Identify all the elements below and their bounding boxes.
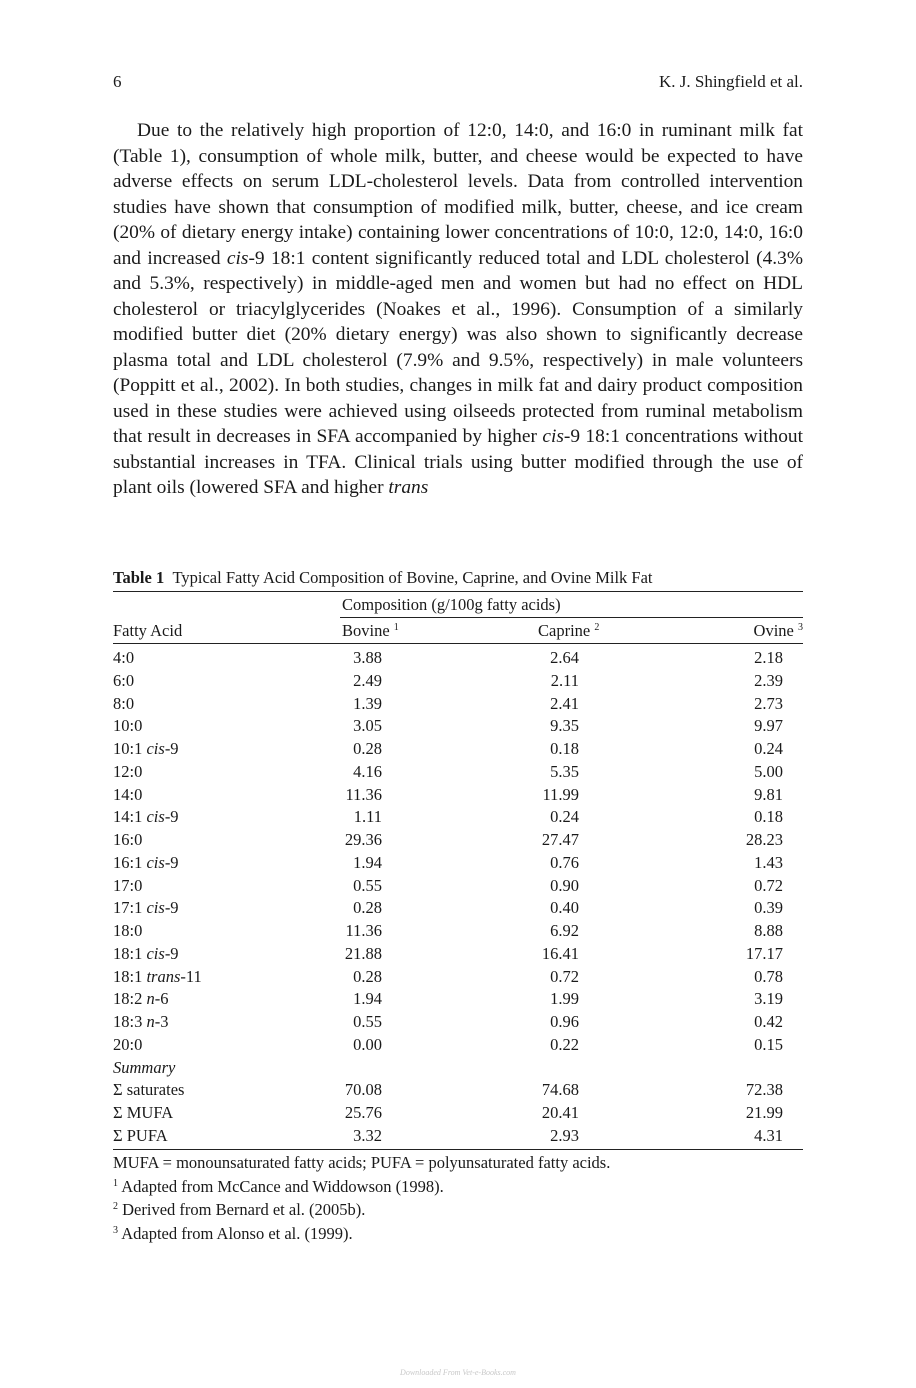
table-row bbox=[113, 989, 803, 1012]
cell-ovine: 4.31 bbox=[754, 1125, 783, 1145]
cell-bovine: 1.94 bbox=[353, 989, 382, 1009]
cell-ovine: 1.43 bbox=[754, 852, 783, 872]
cell-ovine: 0.72 bbox=[754, 875, 783, 895]
cell-fatty-acid: Σ PUFA bbox=[113, 1125, 168, 1145]
footnote-3: $^3$ Adapted from Alonso et al. (1999). bbox=[113, 1223, 353, 1243]
cell-fatty-acid: Σ MUFA bbox=[113, 1103, 174, 1122]
table-row bbox=[113, 671, 803, 694]
cell-ovine: 2.18 bbox=[754, 648, 783, 667]
paragraph-text: -9 18:1 concentrations without substantial increases in TFA. Clinical trials using butter modified through the use of plant oils (lowered SFA and higher bbox=[113, 426, 803, 498]
cell-bovine: 1.39 bbox=[353, 693, 382, 713]
cell-bovine: 0.28 bbox=[353, 739, 382, 758]
cell-fatty-acid: 10:0 bbox=[113, 716, 143, 736]
cell-ovine: 0.24 bbox=[754, 739, 783, 758]
cell-fatty-acid: 18:0 bbox=[113, 921, 143, 940]
cell-caprine: 0.18 bbox=[550, 739, 579, 758]
cell-caprine: 16.41 bbox=[541, 943, 579, 963]
italic-term: trans bbox=[388, 477, 429, 498]
cell-bovine: 0.55 bbox=[353, 1012, 382, 1031]
table-footnotes bbox=[113, 1153, 803, 1244]
table-row bbox=[113, 1103, 803, 1126]
cell-caprine: 0.24 bbox=[550, 807, 579, 827]
italic-term: cis bbox=[226, 247, 249, 269]
cell-ovine: 9.81 bbox=[754, 784, 783, 804]
cell-fatty-acid: 14:1 cis-9 bbox=[113, 807, 179, 827]
cell-fatty-acid: 16:0 bbox=[113, 830, 143, 849]
table-top-rule bbox=[113, 591, 803, 592]
paragraph-text: Due to the relatively high proportion of 12:0, 14:0, and 16:0 in ruminant milk fat (Table 1), consumption of whole milk, butter, and cheese would be expected to have adverse effects on serum LDL-cholesterol levels. Data from controlled intervention studies have shown that consumption of modified milk, butter, cheese, and ice cream (20% of dietary energy intake) containing lower concentrations of 10:0, 12:0, 14:0, 16:0 and increased bbox=[113, 120, 803, 269]
cell-fatty-acid: 12:0 bbox=[113, 761, 143, 781]
cell-ovine: 3.19 bbox=[754, 989, 783, 1009]
cell-caprine: 0.76 bbox=[550, 852, 579, 872]
cell-ovine: 2.73 bbox=[754, 693, 783, 713]
cell-fatty-acid: 18:2 n-6 bbox=[113, 989, 169, 1009]
cell-fatty-acid: 18:1 cis-9 bbox=[113, 943, 179, 963]
cell-fatty-acid: Summary bbox=[113, 1057, 176, 1077]
cell-ovine: 17.17 bbox=[745, 943, 783, 963]
cell-bovine: 1.11 bbox=[353, 807, 382, 827]
cell-caprine: 2.11 bbox=[550, 670, 579, 690]
cell-bovine: 11.36 bbox=[345, 921, 382, 940]
cell-ovine: 0.18 bbox=[754, 807, 783, 827]
table-row bbox=[113, 1058, 803, 1081]
cell-bovine: 0.28 bbox=[353, 966, 382, 986]
cell-caprine: 2.64 bbox=[550, 648, 579, 667]
footnote-abbrev: MUFA = monounsaturated fatty acids; PUFA = polyunsaturated fatty acids. bbox=[113, 1153, 611, 1172]
page-number: 6 bbox=[113, 72, 122, 91]
table-row bbox=[113, 762, 803, 785]
cell-caprine: 9.35 bbox=[550, 716, 579, 736]
table-row bbox=[113, 944, 803, 967]
cell-bovine: 11.36 bbox=[345, 784, 382, 804]
table-row bbox=[113, 648, 803, 671]
cell-caprine: 2.93 bbox=[550, 1125, 579, 1145]
cell-fatty-acid: 14:0 bbox=[113, 784, 143, 804]
table-row bbox=[113, 1035, 803, 1058]
cell-ovine: 9.97 bbox=[754, 716, 783, 736]
table-row bbox=[113, 785, 803, 808]
cell-caprine: 0.96 bbox=[550, 1012, 579, 1031]
table-group-rule bbox=[340, 617, 803, 618]
table-row bbox=[113, 853, 803, 876]
cell-fatty-acid: 20:0 bbox=[113, 1034, 143, 1054]
col-header-bovine: Bovine $^1$ bbox=[342, 621, 399, 640]
cell-bovine: 0.00 bbox=[353, 1034, 382, 1054]
cell-ovine: 21.99 bbox=[745, 1103, 783, 1122]
cell-fatty-acid: 8:0 bbox=[113, 693, 135, 713]
cell-fatty-acid: 4:0 bbox=[113, 648, 135, 667]
col-header-ovine: Ovine $^3$ bbox=[753, 621, 803, 640]
cell-fatty-acid: Σ saturates bbox=[113, 1080, 185, 1100]
table-row bbox=[113, 876, 803, 899]
cell-bovine: 70.08 bbox=[344, 1080, 382, 1100]
italic-term: cis bbox=[542, 426, 564, 447]
cell-ovine: 0.78 bbox=[754, 966, 783, 986]
cell-bovine: 25.76 bbox=[344, 1103, 382, 1122]
table-row bbox=[113, 1012, 803, 1035]
table-row bbox=[113, 1126, 803, 1149]
table-title: Typical Fatty Acid Composition of Bovine, Caprine, and Ovine Milk Fat bbox=[172, 568, 653, 587]
cell-caprine: 0.40 bbox=[550, 898, 579, 918]
table-row bbox=[113, 1080, 803, 1103]
cell-ovine: 2.39 bbox=[754, 670, 783, 690]
cell-bovine: 2.49 bbox=[353, 670, 382, 690]
table-bottom-rule bbox=[113, 1149, 803, 1150]
table-label: Table 1 bbox=[113, 568, 165, 587]
cell-caprine: 0.22 bbox=[550, 1034, 579, 1054]
cell-bovine: 0.28 bbox=[353, 898, 382, 918]
cell-fatty-acid: 18:3 n-3 bbox=[113, 1012, 169, 1031]
cell-bovine: 21.88 bbox=[344, 943, 382, 963]
cell-bovine: 3.05 bbox=[353, 716, 382, 736]
table-row bbox=[113, 739, 803, 762]
table-row bbox=[113, 807, 803, 830]
cell-bovine: 1.94 bbox=[353, 852, 382, 872]
cell-caprine: 6.92 bbox=[550, 921, 579, 940]
cell-caprine: 0.72 bbox=[550, 966, 579, 986]
cell-fatty-acid: 17:0 bbox=[113, 875, 143, 895]
footnote-1: $^1$ Adapted from McCance and Widdowson (1998). bbox=[113, 1176, 444, 1196]
footnote-2: $^2$ Derived from Bernard et al. (2005b). bbox=[113, 1200, 366, 1219]
table-row bbox=[113, 694, 803, 717]
cell-ovine: 0.42 bbox=[754, 1012, 783, 1031]
table-row bbox=[113, 921, 803, 944]
cell-bovine: 4.16 bbox=[353, 761, 382, 781]
col-header-caprine: Caprine $^2$ bbox=[538, 621, 600, 640]
cell-fatty-acid: 16:1 cis-9 bbox=[113, 852, 179, 872]
running-head: K. J. Shingfield et al. bbox=[658, 72, 803, 91]
cell-caprine: 5.35 bbox=[550, 761, 579, 781]
cell-fatty-acid: 10:1 cis-9 bbox=[113, 739, 179, 758]
cell-caprine: 20.41 bbox=[541, 1103, 579, 1122]
table-header-rule bbox=[113, 643, 803, 644]
table-group-header: Composition (g/100g fatty acids) bbox=[342, 595, 561, 614]
cell-fatty-acid: 18:1 trans-11 bbox=[113, 966, 202, 986]
cell-caprine: 74.68 bbox=[541, 1080, 579, 1100]
cell-caprine: 27.47 bbox=[541, 830, 579, 849]
cell-caprine: 0.90 bbox=[550, 875, 579, 895]
cell-caprine: 2.41 bbox=[550, 693, 579, 713]
table-row bbox=[113, 967, 803, 990]
body-paragraph bbox=[113, 118, 803, 501]
table-row bbox=[113, 716, 803, 739]
cell-ovine: 5.00 bbox=[754, 761, 783, 781]
cell-fatty-acid: 6:0 bbox=[113, 670, 135, 690]
cell-bovine: 3.88 bbox=[353, 648, 382, 667]
cell-bovine: 3.32 bbox=[353, 1125, 382, 1145]
table-row bbox=[113, 830, 803, 853]
cell-bovine: 0.55 bbox=[353, 875, 382, 895]
table-row bbox=[113, 898, 803, 921]
table-caption bbox=[113, 568, 653, 588]
cell-ovine: 8.88 bbox=[754, 921, 783, 940]
cell-ovine: 72.38 bbox=[745, 1080, 783, 1100]
paragraph-text: -9 18:1 content significantly reduced total and LDL cholesterol (4.3% and 5.3%, respectively) in middle-aged men and women but had no effect on HDL cholesterol or triacylglycerides (Noakes et al., 1996). Consumption of a similarly modified butter diet (20% dietary energy) was also shown to significantly decrease plasma total and LDL cholesterol (7.9% and 9.5%, respectively) in male volunteers (Poppitt et al., 2002). In both studies, changes in milk fat and dairy product composition used in these studies were achieved using oilseeds protected from ruminal metabolism that result in decreases in SFA accompanied by higher bbox=[113, 247, 803, 447]
col-header-fatty-acid: Fatty Acid bbox=[113, 621, 183, 640]
cell-ovine: 0.39 bbox=[754, 898, 783, 918]
cell-ovine: 0.15 bbox=[754, 1034, 783, 1054]
cell-bovine: 29.36 bbox=[344, 830, 382, 849]
cell-ovine: 28.23 bbox=[745, 830, 783, 849]
cell-fatty-acid: 17:1 cis-9 bbox=[113, 898, 179, 918]
cell-caprine: 1.99 bbox=[550, 989, 579, 1009]
cell-caprine: 11.99 bbox=[542, 784, 579, 804]
watermark: Downloaded From Vet-e-Books.com bbox=[400, 1368, 516, 1377]
